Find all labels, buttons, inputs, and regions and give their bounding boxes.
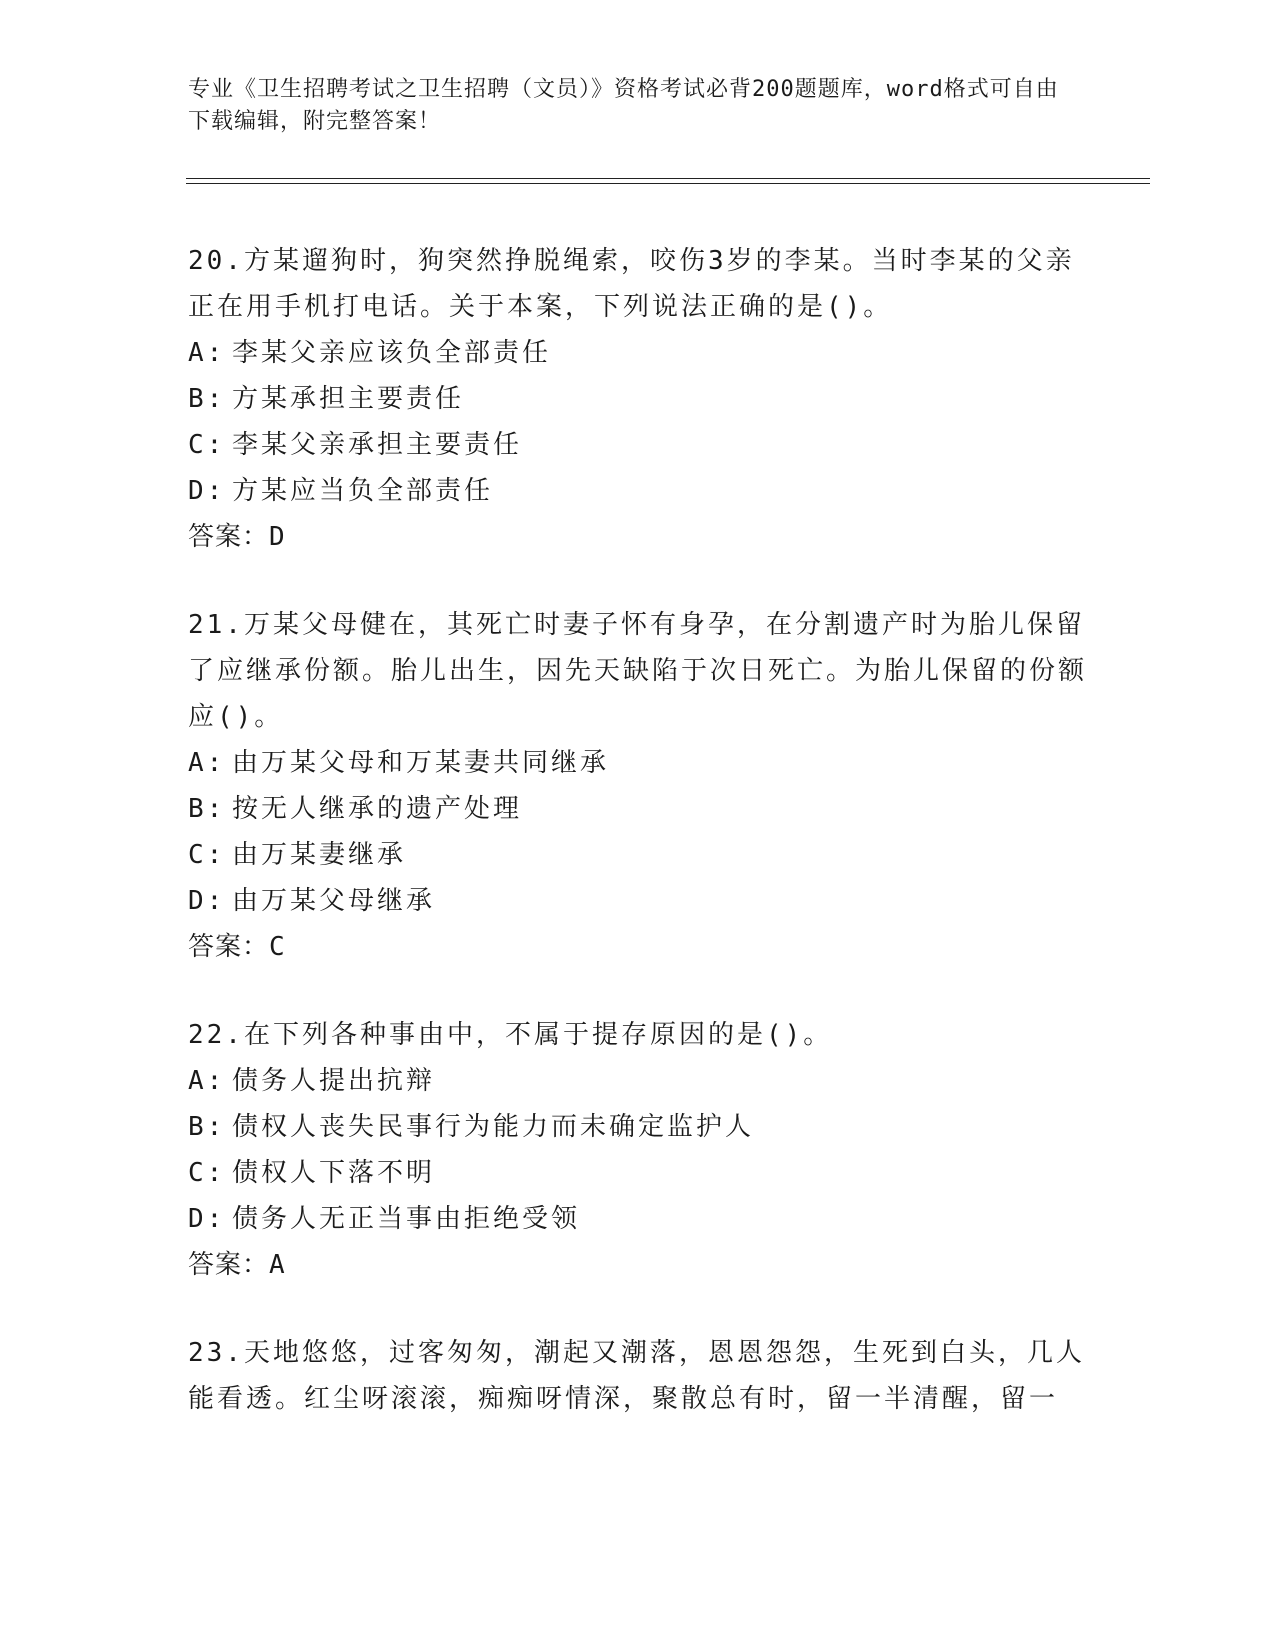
question-20 [188,238,1088,560]
option-text: 由万某妻继承 [232,840,407,870]
option-text: 债务人无正当事由拒绝受领 [232,1204,581,1234]
option-text: 按无人继承的遗产处理 [232,794,523,824]
option-a [188,330,1088,376]
option-key: D: [188,886,226,916]
option-a [188,740,1088,786]
option-b [188,786,1088,832]
option-key: B: [188,794,226,824]
answer-line [188,1242,1088,1288]
option-key: A: [188,338,226,368]
answer-line [188,924,1088,970]
option-key: D: [188,476,226,506]
option-key: B: [188,384,226,414]
answer-label: 答案： [188,522,270,552]
option-key: C: [188,430,226,460]
option-a [188,1058,1088,1104]
question-stem: 20.方某遛狗时，狗突然挣脱绳索，咬伤3岁的李某。当时李某的父亲正在用手机打电话。关于本案，下列说法正确的是()。 [188,246,1075,322]
option-key: D: [188,1204,226,1234]
option-b [188,376,1088,422]
option-d [188,468,1088,514]
option-text: 方某应当负全部责任 [232,476,494,506]
option-text: 方某承担主要责任 [232,384,465,414]
option-c [188,422,1088,468]
option-key: C: [188,840,226,870]
option-text: 由万某父母和万某妻共同继承 [232,748,610,778]
option-text: 李某父亲承担主要责任 [232,430,523,460]
option-c [188,1150,1088,1196]
option-d [188,1196,1088,1242]
option-key: A: [188,748,226,778]
answer-label: 答案： [188,932,270,962]
option-key: A: [188,1066,226,1096]
question-23 [188,1330,1088,1422]
option-key: C: [188,1158,226,1188]
option-text: 债权人下落不明 [232,1158,436,1188]
option-d [188,878,1088,924]
answer-value: A [269,1250,286,1280]
option-text: 李某父亲应该负全部责任 [232,338,552,368]
question-list [188,238,1088,1464]
option-text: 由万某父母继承 [232,886,436,916]
option-c [188,832,1088,878]
option-text: 债权人丧失民事行为能力而未确定监护人 [232,1112,755,1142]
header-divider [186,178,1150,184]
document-header: 专业《卫生招聘考试之卫生招聘（文员）》资格考试必背200题题库，word格式可自由下载编辑，附完整答案！ [188,77,1059,134]
option-text: 债务人提出抗辩 [232,1066,436,1096]
answer-line [188,514,1088,560]
answer-value: C [269,932,286,962]
question-stem: 22.在下列各种事由中，不属于提存原因的是()。 [188,1020,833,1050]
option-key: B: [188,1112,226,1142]
question-21 [188,602,1088,970]
option-b [188,1104,1088,1150]
answer-value: D [269,522,286,552]
question-stem: 21.万某父母健在，其死亡时妻子怀有身孕，在分割遗产时为胎儿保留了应继承份额。胎儿出生，因先天缺陷于次日死亡。为胎儿保留的份额应()。 [188,610,1088,732]
answer-label: 答案： [188,1250,270,1280]
question-stem: 23.天地悠悠，过客匆匆，潮起又潮落，恩恩怨怨，生死到白头，几人能看透。红尘呀滚滚，痴痴呀情深，聚散总有时，留一半清醒，留一 [188,1338,1085,1414]
question-22 [188,1012,1088,1288]
